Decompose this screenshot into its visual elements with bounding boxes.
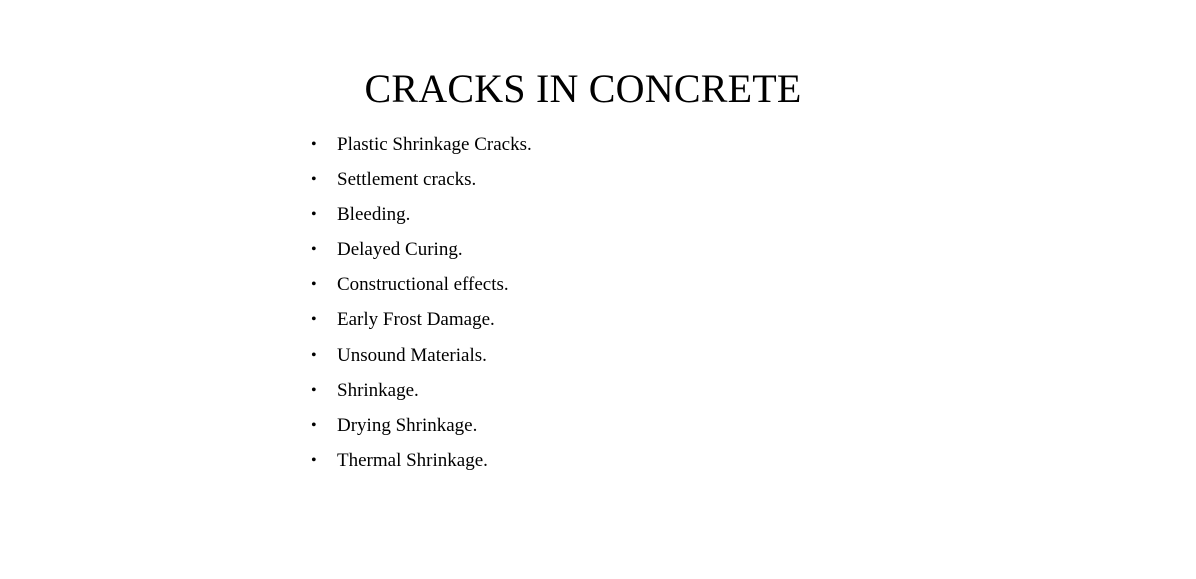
bullet-icon: •	[311, 136, 317, 153]
list-item-text: Bleeding.	[337, 204, 411, 226]
list-item-text: Unsound Materials.	[337, 344, 487, 366]
bullet-icon: •	[311, 416, 317, 434]
list-item-text: Drying Shrinkage.	[337, 414, 478, 436]
list-item-text: Plastic Shrinkage Cracks.	[337, 134, 532, 155]
bullet-icon: •	[311, 206, 317, 224]
slide-title: CRACKS IN CONCRETE	[364, 66, 802, 111]
list-item-text: Constructional effects.	[337, 274, 509, 296]
list-item-text: Delayed Curing.	[337, 239, 463, 261]
list-item-text: Thermal Shrinkage.	[337, 449, 488, 471]
bullet-icon: •	[311, 451, 317, 469]
bullet-icon: •	[311, 381, 317, 399]
bullet-icon: •	[311, 241, 317, 259]
bullet-icon: •	[311, 171, 317, 189]
list-item-text: Shrinkage.	[337, 379, 419, 401]
list-item-text: Settlement cracks.	[337, 169, 477, 191]
list-item-text: Early Frost Damage.	[337, 309, 495, 331]
bullet-icon: •	[311, 276, 317, 294]
bullet-icon: •	[311, 311, 317, 329]
bullet-icon: •	[311, 346, 317, 364]
